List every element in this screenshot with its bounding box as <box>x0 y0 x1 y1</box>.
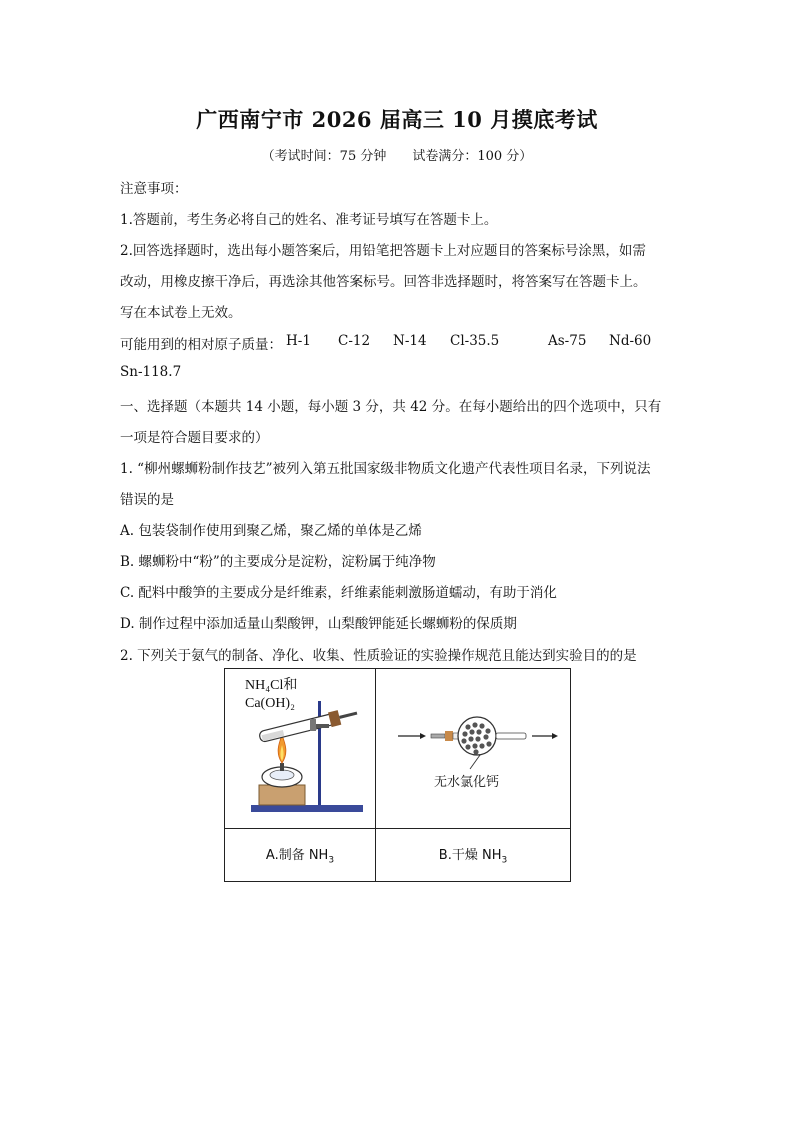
drying-tube-figure <box>376 669 570 824</box>
stopper-left <box>445 731 453 741</box>
figure-b-caption: B.干燥 $NH_3$ <box>376 829 571 882</box>
mass-item: As-75 <box>548 333 587 349</box>
reagent-label-1: NH₄Cl和 <box>245 678 298 693</box>
q1-option-b: B. 螺蛳粉中“粉”的主要成分是淀粉，淀粉属于纯净物 <box>120 554 436 570</box>
note-2-line-2: 改动，用橡皮擦干净后，再选涂其他答案标号。回答非选择题时，将答案写在答题卡上。 <box>120 274 647 290</box>
exam-subtitle <box>0 145 794 164</box>
figure-b-cell <box>376 669 571 829</box>
figure-a-caption: A.制备 $NH_3$ <box>225 829 376 882</box>
note-2-line-3: 写在本试卷上无效。 <box>120 305 242 321</box>
mass-item: H-1 <box>286 333 311 349</box>
reagent-label-2: Ca(OH)₂ <box>245 696 295 711</box>
mass-item: N-14 <box>393 333 427 349</box>
q1-option-d: D. 制作过程中添加适量山梨酸钾，山梨酸钾能延长螺蛳粉的保质期 <box>120 616 517 632</box>
mass-item: Nd-60 <box>609 333 652 349</box>
notes-heading: 注意事项： <box>120 181 188 197</box>
figure-a-cell <box>225 669 376 829</box>
q1-stem-line-2: 错误的是 <box>120 492 174 508</box>
exam-title: 广西南宁市 2026 届高三 10 月摸底考试 <box>196 107 598 132</box>
note-2-line-1: 2.回答选择题时，选出每小题答案后，用铅笔把答题卡上对应题目的答案标号涂黑，如需 <box>120 243 646 259</box>
heating-apparatus-figure <box>225 669 375 824</box>
note-1: 1.答题前，考生务必将自己的姓名、准考证号填写在答题卡上。 <box>120 212 498 228</box>
mass-item: Cl-35.5 <box>450 333 500 349</box>
q1-option-a: A. 包装袋制作使用到聚乙烯，聚乙烯的单体是乙烯 <box>120 523 422 539</box>
exam-score: 试卷满分：100 分） <box>412 149 533 164</box>
stand-base <box>251 805 363 812</box>
atomic-mass-sn: Sn-118.7 <box>120 364 182 380</box>
lamp-block <box>259 785 305 805</box>
exam-time: （考试时间：75 分钟 <box>261 149 387 164</box>
q1-stem-line-1: 1. “柳州螺蛳粉制作技艺”被列入第五批国家级非物质文化遗产代表性项目名录，下列说法 <box>120 461 651 477</box>
delivery-tube <box>339 712 357 719</box>
q2-stem: 2. 下列关于氨气的制备、净化、收集、性质验证的实验操作规范且能达到实验目的的是 <box>120 648 637 664</box>
section-heading-line-2: 一项是符合题目要求的） <box>120 430 269 446</box>
atomic-masses <box>120 333 652 353</box>
mass-item: C-12 <box>338 333 371 349</box>
q2-figure-table <box>224 668 571 882</box>
atomic-masses-label: 可能用到的相对原子质量： <box>120 337 282 353</box>
desiccant-label: 无水氯化钙 <box>434 775 500 790</box>
q1-option-c: C. 配料中酸笋的主要成分是纤维素，纤维素能刺激肠道蠕动，有助于消化 <box>120 585 557 601</box>
section-heading-line-1: 一、选择题（本题共 14 小题，每小题 3 分，共 42 分。在每小题给出的四个选项中，只有 <box>120 399 662 415</box>
